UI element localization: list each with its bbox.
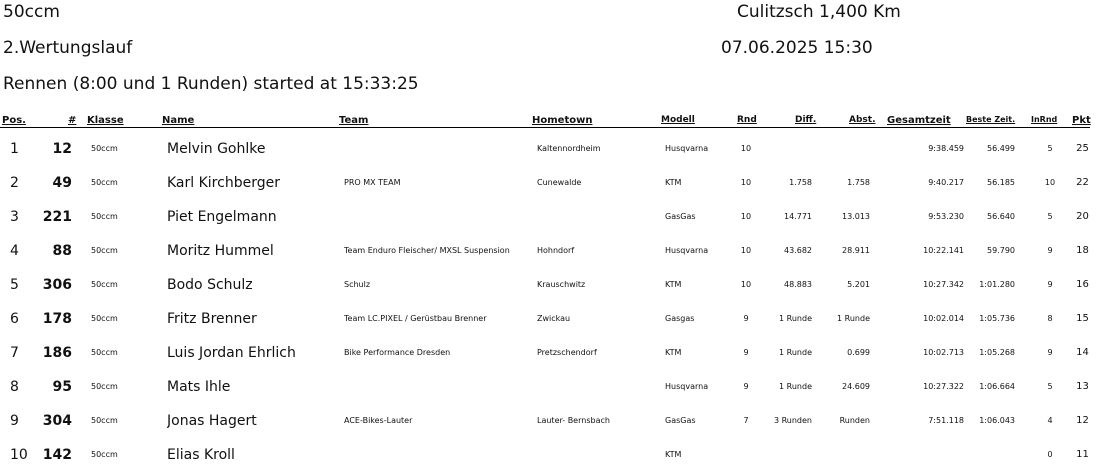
round-title: 2.Wertungslauf — [3, 38, 133, 58]
name-cell: Jonas Hagert — [167, 413, 257, 429]
diff-cell: 1 Runde — [779, 314, 812, 323]
pkt-cell: 13 — [1076, 381, 1089, 392]
rnd-cell: 9 — [743, 348, 749, 357]
table-row — [0, 165, 1103, 199]
beste-zeit-cell: 56.640 — [987, 212, 1015, 221]
diff-cell: 43.682 — [784, 246, 812, 255]
abst-cell: 1.758 — [847, 178, 870, 187]
pos-cell: 4 — [10, 243, 19, 259]
table-row — [0, 233, 1103, 267]
abst-cell: 1 Runde — [837, 314, 870, 323]
name-cell: Moritz Hummel — [167, 243, 274, 259]
diff-cell: 3 Runden — [773, 416, 812, 425]
table-row — [0, 369, 1103, 403]
klasse-cell: 50ccm — [91, 144, 118, 153]
inrnd-cell: 9 — [1047, 348, 1053, 357]
hometown-cell: Lauter- Bernsbach — [537, 416, 610, 425]
col-rnd: Rnd — [737, 115, 757, 125]
team-cell: Team LC.PIXEL / Gerüstbau Brenner — [344, 314, 487, 323]
pkt-cell: 25 — [1076, 143, 1089, 154]
klasse-cell: 50ccm — [91, 280, 118, 289]
table-row — [0, 267, 1103, 301]
col-pos: Pos. — [2, 115, 26, 126]
class-title: 50ccm — [3, 2, 60, 22]
gesamtzeit-cell: 7:51.118 — [928, 416, 964, 425]
pkt-cell: 12 — [1076, 415, 1089, 426]
klasse-cell: 50ccm — [91, 382, 118, 391]
gesamtzeit-cell: 10:27.342 — [923, 280, 964, 289]
rnd-cell: 10 — [740, 178, 752, 187]
inrnd-cell: 5 — [1047, 382, 1053, 391]
col-beste-zeit: Beste Zeit. — [966, 115, 1016, 124]
hometown-cell: Krauschwitz — [537, 280, 586, 289]
name-cell: Elias Kroll — [167, 447, 235, 463]
number-cell: 306 — [42, 277, 72, 293]
name-cell: Karl Kirchberger — [167, 175, 280, 191]
rnd-cell: 10 — [740, 212, 752, 221]
name-cell: Bodo Schulz — [167, 277, 253, 293]
col-num: # — [68, 115, 77, 126]
gesamtzeit-cell: 9:38.459 — [928, 144, 964, 153]
beste-zeit-cell: 56.499 — [987, 144, 1015, 153]
table-row — [0, 199, 1103, 233]
table-row — [0, 403, 1103, 437]
inrnd-cell: 0 — [1047, 450, 1053, 459]
klasse-cell: 50ccm — [91, 314, 118, 323]
rnd-cell: 9 — [743, 314, 749, 323]
col-inrnd: InRnd — [1031, 115, 1058, 124]
diff-cell: 1.758 — [789, 178, 812, 187]
col-abst: Abst. — [849, 115, 876, 125]
pkt-cell: 18 — [1076, 245, 1089, 256]
beste-zeit-cell: 1:05.736 — [979, 314, 1015, 323]
modell-cell: KTM — [665, 450, 682, 459]
inrnd-cell: 10 — [1044, 178, 1056, 187]
number-cell: 49 — [52, 175, 72, 191]
hometown-cell: Pretzschendorf — [537, 348, 597, 357]
team-cell: Bike Performance Dresden — [344, 348, 451, 357]
number-cell: 142 — [42, 447, 72, 463]
inrnd-cell: 4 — [1047, 416, 1053, 425]
klasse-cell: 50ccm — [91, 450, 118, 459]
table-row — [0, 301, 1103, 335]
col-diff: Diff. — [795, 115, 817, 125]
name-cell: Piet Engelmann — [167, 209, 277, 225]
race-datetime: 07.06.2025 15:30 — [721, 38, 873, 58]
team-cell: Schulz — [344, 280, 371, 289]
beste-zeit-cell: 1:06.664 — [979, 382, 1015, 391]
header-divider — [0, 127, 1090, 128]
col-gesamtzeit: Gesamtzeit — [887, 115, 951, 126]
rnd-cell: 10 — [740, 280, 752, 289]
pos-cell: 8 — [10, 379, 19, 395]
race-info: Rennen (8:00 und 1 Runden) started at 15:33:25 — [3, 74, 419, 94]
name-cell: Luis Jordan Ehrlich — [167, 345, 296, 361]
pos-cell: 3 — [10, 209, 19, 225]
beste-zeit-cell: 56.185 — [987, 178, 1015, 187]
pkt-cell: 16 — [1076, 279, 1089, 290]
number-cell: 12 — [52, 141, 72, 157]
pkt-cell: 11 — [1076, 449, 1089, 460]
name-cell: Fritz Brenner — [167, 311, 257, 327]
rnd-cell: 9 — [743, 382, 749, 391]
rnd-cell: 10 — [740, 144, 752, 153]
pkt-cell: 22 — [1076, 177, 1089, 188]
modell-cell: Husqvarna — [665, 144, 709, 153]
abst-cell: Runden — [839, 416, 870, 425]
abst-cell: 5.201 — [847, 280, 870, 289]
pkt-cell: 20 — [1076, 211, 1089, 222]
name-cell: Melvin Gohlke — [167, 141, 266, 157]
table-row — [0, 437, 1103, 471]
modell-cell: KTM — [665, 178, 682, 187]
table-row — [0, 335, 1103, 369]
modell-cell: KTM — [665, 348, 682, 357]
inrnd-cell: 5 — [1047, 144, 1053, 153]
pos-cell: 6 — [10, 311, 19, 327]
pos-cell: 9 — [10, 413, 19, 429]
modell-cell: KTM — [665, 280, 682, 289]
klasse-cell: 50ccm — [91, 246, 118, 255]
inrnd-cell: 5 — [1047, 212, 1053, 221]
abst-cell: 24.609 — [842, 382, 870, 391]
pos-cell: 7 — [10, 345, 19, 361]
number-cell: 178 — [42, 311, 72, 327]
diff-cell: 14.771 — [784, 212, 812, 221]
hometown-cell: Kaltennordheim — [537, 144, 601, 153]
col-team: Team — [339, 115, 369, 126]
inrnd-cell: 9 — [1047, 280, 1053, 289]
team-cell: PRO MX TEAM — [344, 178, 401, 187]
col-hometown: Hometown — [532, 115, 593, 126]
gesamtzeit-cell: 9:40.217 — [928, 178, 964, 187]
name-cell: Mats Ihle — [167, 379, 231, 395]
pkt-cell: 15 — [1076, 313, 1089, 324]
pos-cell: 1 — [10, 141, 19, 157]
modell-cell: Husqvarna — [665, 246, 709, 255]
number-cell: 221 — [42, 209, 72, 225]
pos-cell: 2 — [10, 175, 19, 191]
pos-cell: 10 — [10, 447, 28, 463]
team-cell: Team Enduro Fleischer/ MXSL Suspension — [344, 246, 510, 255]
hometown-cell: Cunewalde — [537, 178, 582, 187]
abst-cell: 0.699 — [847, 348, 870, 357]
number-cell: 88 — [52, 243, 72, 259]
beste-zeit-cell: 1:06.043 — [979, 416, 1015, 425]
modell-cell: GasGas — [665, 212, 696, 221]
diff-cell: 1 Runde — [779, 348, 812, 357]
beste-zeit-cell: 1:01.280 — [979, 280, 1015, 289]
modell-cell: GasGas — [665, 416, 696, 425]
rnd-cell: 10 — [740, 246, 752, 255]
abst-cell: 28.911 — [842, 246, 870, 255]
col-pkt: Pkt — [1072, 115, 1091, 126]
gesamtzeit-cell: 10:27.322 — [923, 382, 964, 391]
table-row — [0, 131, 1103, 165]
modell-cell: Husqvarna — [665, 382, 709, 391]
inrnd-cell: 9 — [1047, 246, 1053, 255]
gesamtzeit-cell: 10:22.141 — [923, 246, 964, 255]
modell-cell: Gasgas — [665, 314, 695, 323]
abst-cell: 13.013 — [842, 212, 870, 221]
klasse-cell: 50ccm — [91, 348, 118, 357]
number-cell: 95 — [52, 379, 72, 395]
diff-cell: 1 Runde — [779, 382, 812, 391]
col-name: Name — [162, 115, 195, 126]
klasse-cell: 50ccm — [91, 178, 118, 187]
pkt-cell: 14 — [1076, 347, 1089, 358]
team-cell: ACE-Bikes-Lauter — [344, 416, 413, 425]
number-cell: 186 — [42, 345, 72, 361]
rnd-cell: 7 — [743, 416, 749, 425]
diff-cell: 48.883 — [784, 280, 812, 289]
beste-zeit-cell: 1:05.268 — [979, 348, 1015, 357]
hometown-cell: Hohndorf — [537, 246, 575, 255]
number-cell: 304 — [42, 413, 72, 429]
track-info: Culitzsch 1,400 Km — [737, 2, 901, 22]
hometown-cell: Zwickau — [537, 314, 571, 323]
beste-zeit-cell: 59.790 — [987, 246, 1015, 255]
klasse-cell: 50ccm — [91, 416, 118, 425]
gesamtzeit-cell: 9:53.230 — [928, 212, 964, 221]
pos-cell: 5 — [10, 277, 19, 293]
gesamtzeit-cell: 10:02.014 — [923, 314, 964, 323]
col-modell: Modell — [661, 115, 695, 125]
col-klasse: Klasse — [87, 115, 124, 126]
inrnd-cell: 8 — [1047, 314, 1053, 323]
klasse-cell: 50ccm — [91, 212, 118, 221]
gesamtzeit-cell: 10:02.713 — [923, 348, 964, 357]
